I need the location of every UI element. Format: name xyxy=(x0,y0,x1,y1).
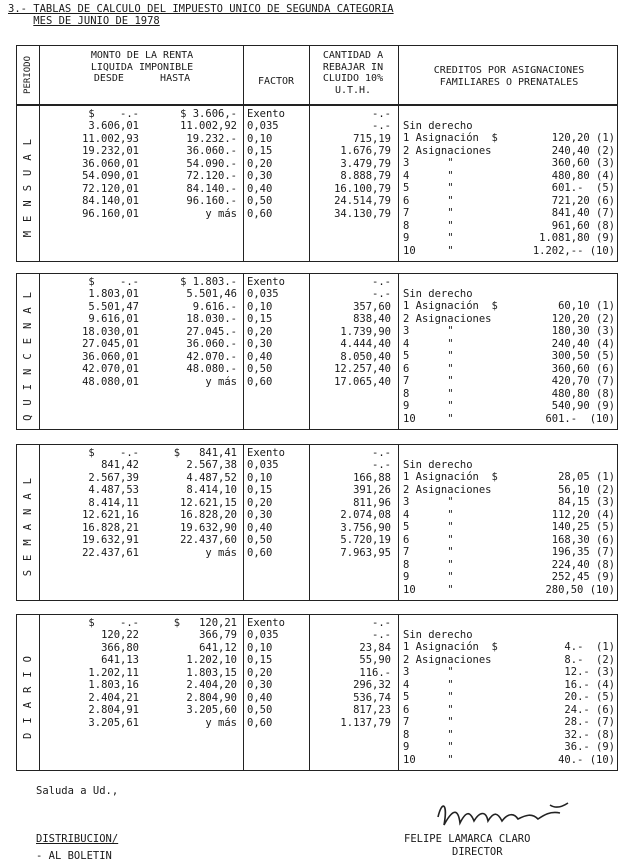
header-line-1: 3.- TABLAS DE CALCULO DEL IMPUESTO UNICO DE SEGUNDA CATEGORIA xyxy=(8,3,394,15)
creditos-values: 4.- (1) 8.- (2) 12.- (3) 16.- (4) 20.- (5) 24.- (6) 28.- (7) 32.- (8) 36.- (9) 40.- (10) xyxy=(558,641,615,766)
header-line-2: MES DE JUNIO DE 1978 xyxy=(33,15,160,27)
saluda-text: Saluda a Ud., xyxy=(36,785,119,797)
factor-column: Exento 0,035 0,10 0,15 0,20 0,30 0,40 0,50 0,60 xyxy=(247,617,285,729)
creditos-values: 28,05 (1) 56,10 (2) 84,15 (3) 112,20 (4) 140,25 (5) 168,30 (6) 196,35 (7) 224,40 (8) 252,45 (9) 280,50 (10) xyxy=(545,471,615,596)
boletin-label: - AL BOLETIN xyxy=(36,850,112,862)
desde-column: $ -.- 120,22 366,80 641,13 1.202,11 1.803,16 2.404,21 2.804,91 3.205,61 xyxy=(88,617,139,729)
signer-name: FELIPE LAMARCA CLARO xyxy=(404,833,531,845)
cantidad-column: -.- -.- 166,88 391,26 811,96 2.074,08 3.756,90 5.720,19 7.963,95 xyxy=(340,447,391,559)
signer-title: DIRECTOR xyxy=(452,846,503,858)
cantidad-column: -.- -.- 357,60 838,40 1.739,90 4.444,40 8.050,40 12.257,40 17.065,40 xyxy=(334,276,391,388)
periodo-label: SEMANAL xyxy=(22,468,34,577)
creditos-labels: Sin derecho 1 Asignación $ 2 Asignaciones 3 " 4 " 5 " 6 " 7 " 8 " 9 " 10 " xyxy=(403,288,498,425)
distribucion-label: DISTRIBUCION/ xyxy=(36,833,119,845)
section-quincenal xyxy=(16,273,618,430)
periodo-header: PERIODO xyxy=(23,56,33,94)
cantidad-header: CANTIDAD A REBAJAR IN CLUIDO 10% U.T.H. xyxy=(322,50,384,96)
creditos-labels: Sin derecho 1 Asignación $ 2 Asignaciones 3 " 4 " 5 " 6 " 7 " 8 " 9 " 10 " xyxy=(403,120,498,257)
creditos-labels: Sin derecho 1 Asignación $ 2 Asignaciones 3 " 4 " 5 " 6 " 7 " 8 " 9 " 10 " xyxy=(403,459,498,596)
section-diario xyxy=(16,614,618,771)
factor-column: Exento 0,035 0,10 0,15 0,20 0,30 0,40 0,50 0,60 xyxy=(247,276,285,388)
monto-header: MONTO DE LA RENTA LIQUIDA IMPONIBLE DESDE HASTA xyxy=(90,50,194,84)
desde-column: $ -.- 3.606,01 11.002,93 19.232,01 36.060,01 54.090,01 72.120,01 84.140,01 96.160,01 xyxy=(82,108,139,220)
hasta-column: $ 120,21 366,79 641,12 1.202,10 1.803,15 2.404,20 2.804,90 3.205,60 y más xyxy=(173,617,237,729)
factor-column: Exento 0,035 0,10 0,15 0,20 0,30 0,40 0,50 0,60 xyxy=(247,108,285,220)
hasta-column: $ 841,41 2.567,38 4.487,52 8.414,10 12.621,15 16.828,20 19.632,90 22.437,60 y más xyxy=(173,447,237,559)
factor-header: FACTOR xyxy=(257,76,295,87)
section-semanal xyxy=(16,444,618,601)
creditos-values: 60,10 (1) 120,20 (2) 180,30 (3) 240,40 (4) 300,50 (5) 360,60 (6) 420,70 (7) 480,80 (8) 540,90 (9) 601.- (10) xyxy=(545,300,615,425)
creditos-values: 120,20 (1) 240,40 (2) 360,60 (3) 480,80 (4) 601.- (5) 721,20 (6) 841,40 (7) 961,60 (8) 1.081,80 (9) 1.202,-- (10) xyxy=(532,132,615,257)
creditos-header: CREDITOS POR ASIGNACIONES FAMILIARES O PRENATALES xyxy=(433,65,585,88)
hasta-column: $ 3.606,- 11.002,92 19.232.- 36.060.- 54.090.- 72.120.- 84.140.- 96.160.- y más xyxy=(180,108,237,220)
section-mensual xyxy=(16,105,618,262)
column-header-box xyxy=(16,45,618,105)
periodo-label: MENSUAL xyxy=(22,129,34,238)
document-header xyxy=(8,3,394,27)
factor-column: Exento 0,035 0,10 0,15 0,20 0,30 0,40 0,50 0,60 xyxy=(247,447,285,559)
desde-column: $ -.- 841,42 2.567,39 4.487,53 8.414,11 12.621,16 16.828,21 19.632,91 22.437,61 xyxy=(82,447,139,559)
periodo-label: QUINCENAL xyxy=(22,282,34,421)
cantidad-column: -.- -.- 715,19 1.676,79 3.479,79 8.888,79 16.100,79 24.514,79 34.130,79 xyxy=(334,108,391,220)
cantidad-column: -.- -.- 23,84 55,90 116.- 296,32 536,74 817,23 1.137,79 xyxy=(340,617,391,729)
hasta-column: $ 1.803.- 5.501,46 9.616.- 18.030.- 27.045.- 36.060.- 42.070.- 48.080.- y más xyxy=(180,276,237,388)
desde-column: $ -.- 1.803,01 5.501,47 9.616,01 18.030,01 27.045,01 36.060,01 42.070,01 48.080,01 xyxy=(82,276,139,388)
creditos-labels: Sin derecho 1 Asignación $ 2 Asignaciones 3 " 4 " 5 " 6 " 7 " 8 " 9 " 10 " xyxy=(403,629,498,766)
periodo-label: DIARIO xyxy=(22,646,34,739)
